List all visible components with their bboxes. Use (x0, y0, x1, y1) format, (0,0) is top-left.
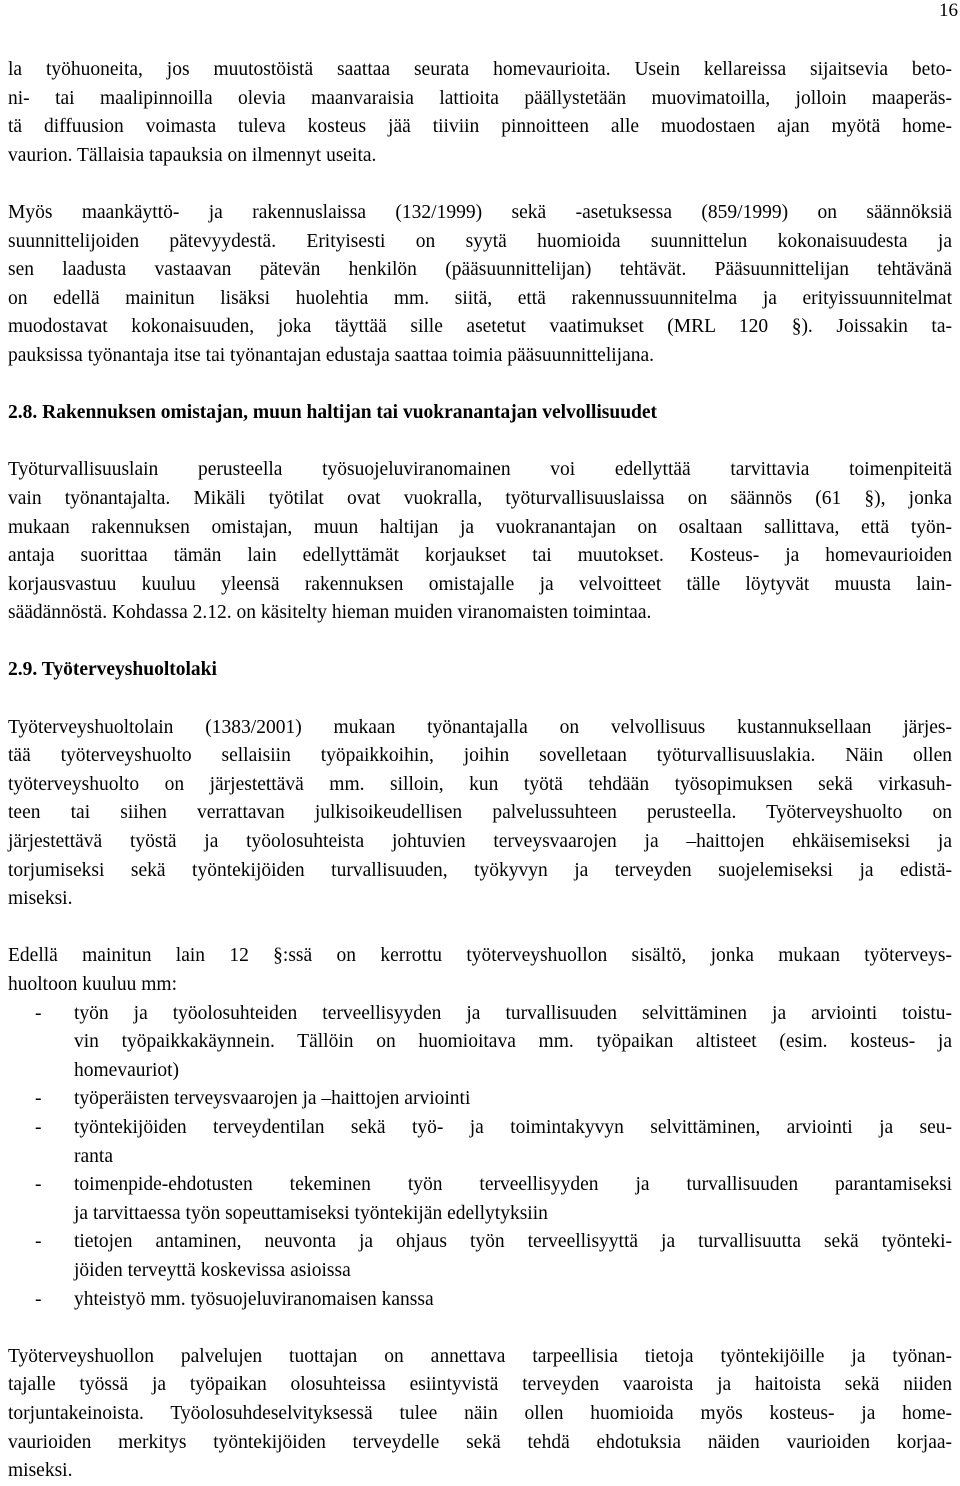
text-line: la työhuoneita, jos muutostöistä saattaa seurata homevaurioita. Usein kellareissa sijaitsevia beto- (8, 59, 952, 80)
list-marker: - (35, 1116, 42, 1138)
section-heading-2-9: 2.9. Työterveyshuoltolaki (8, 659, 217, 681)
text-line: torjuntakeinoista. Työolosuhdeselvityksessä tulee näin ollen huomioida myös kosteus- ja home- (8, 1402, 952, 1424)
text-line: homevauriot) (74, 1059, 180, 1081)
bullet-list (8, 1000, 952, 1315)
text-line: vaurioiden merkitys työntekijöiden terveydelle sekä tehdä ehdotuksia näiden vaurioiden korjaa- (8, 1431, 952, 1453)
text-line: huoltoon kuuluu mm: (8, 974, 178, 995)
paragraph-palvelujen-tuottaja (8, 1343, 952, 1486)
text-line: muodostavat kokonaisuuden, joka täyttää sille asetetut vaatimukset (MRL 120 §). Joissakin ta- (8, 316, 952, 338)
text-line: miseksi. (8, 888, 73, 910)
text-line: sen laadusta vastaavan pätevän henkilön (pääsuunnittelijan) tehtävät. Pääsuunnittelijan tehtävänä (8, 259, 952, 281)
page-number: 16 (939, 0, 958, 21)
text-line: vain työnantajalta. Mikäli työtilat ovat vuokralla, työturvallisuuslaissa on säännös (61 §), jonka (8, 487, 952, 509)
text-line: miseksi. (8, 1460, 73, 1482)
list-item (8, 1085, 952, 1114)
list-marker: - (35, 1002, 42, 1024)
text-line: on edellä mainitun lisäksi huolehtia mm. siitä, että rakennussuunnitelma ja erityissuunnitelmat (8, 287, 952, 309)
text-line: työterveyshuolto on järjestettävä mm. silloin, kun työtä tehdään työsopimuksen sekä virkasuh- (8, 773, 952, 795)
text-line: Työterveyshuollon palvelujen tuottajan on annettava tarpeellisia tietoja työntekijöille ja työnan- (8, 1345, 952, 1367)
text-line: Edellä mainitun lain 12 §:ssä on kerrottu työterveyshuollon sisältö, jonka mukaan työterveys- (8, 945, 952, 967)
list-item (8, 1228, 952, 1285)
list-marker: - (35, 1088, 42, 1110)
text-line: teen tai siihen verrattavan julkisoikeudellisen palvelussuhteen perusteella. Työterveyshuolto on (8, 802, 952, 824)
text-line: pauksissa työnantaja itse tai työnantajan edustaja saattaa toimia pääsuunnittelijana. (8, 344, 655, 366)
text-line: tajalle työssä ja työpaikan olosuhteissa esiintyvistä terveyden vaaroista ja haitoista sekä niiden (8, 1374, 952, 1396)
list-item (8, 1171, 952, 1228)
text-line: suunnittelijoiden pätevyydestä. Erityisesti on syytä huomioida suunnittelun kokonaisuudesta ja (8, 230, 952, 252)
paragraph-tyoterveyshuoltolaki (8, 714, 952, 914)
text-line: antaja suorittaa tämän lain edellyttämät korjaukset tai muutokset. Kosteus- ja homevaurioiden (8, 545, 952, 567)
text-line: toimenpide-ehdotusten tekeminen työn terveellisyyden ja turvallisuuden parantamiseksi (74, 1174, 952, 1196)
text-line: jöiden terveyttä koskevissa asioissa (74, 1259, 351, 1281)
document-body (8, 56, 952, 1486)
text-line: työperäisten terveysvaarojen ja –haittojen arviointi (74, 1088, 471, 1110)
text-line: työn ja työolosuhteiden terveellisyyden ja turvallisuuden selvittäminen ja arviointi toistu- (74, 1002, 952, 1024)
text-line: mukaan rakennuksen omistajan, muun haltijan ja vuokranantajan on osaltaan sallittava, että työn- (8, 516, 952, 538)
text-line: vaurion. Tällaisia tapauksia on ilmennyt useita. (8, 144, 377, 166)
list-marker: - (35, 1174, 42, 1196)
text-line: yhteistyö mm. työsuojeluviranomaisen kanssa (74, 1288, 434, 1310)
text-line: Myös maankäyttö- ja rakennuslaissa (132/1999) sekä -asetuksessa (859/1999) on säännöksiä (8, 201, 952, 223)
list-marker: - (35, 1288, 42, 1310)
text-line: Työturvallisuuslain perusteella työsuojeluviranomainen voi edellyttää tarvittavia toimenpiteitä (8, 459, 952, 481)
text-line: järjestettävä työstä ja työolosuhteista johtuvien terveysvaarojen ja –haittojen ehkäisemiseksi ja (8, 831, 952, 853)
list-item (8, 1114, 952, 1171)
list-item (8, 1286, 952, 1315)
paragraph-maankaytto (8, 199, 952, 371)
list-marker: - (35, 1231, 42, 1253)
text-line: ranta (74, 1145, 113, 1167)
list-item (8, 1000, 952, 1086)
paragraph-sisalto-intro (8, 942, 952, 999)
text-line: tietojen antaminen, neuvonta ja ohjaus työn terveellisyyttä ja turvallisuutta sekä työnteki- (74, 1231, 952, 1253)
text-line: torjumiseksi sekä työntekijöiden turvallisuuden, työkyvyn ja terveyden suojelemiseksi ja edistä- (8, 859, 952, 881)
text-line: korjausvastuu kuuluu yleensä rakennuksen omistajalle ja velvoitteet tälle löytyvät muusta lain- (8, 573, 952, 595)
paragraph-tyoturvallisuuslaki (8, 456, 952, 628)
text-line: Työterveyshuoltolain (1383/2001) mukaan työnantajalla on velvollisuus kustannuksellaan järjes- (8, 716, 952, 738)
text-line: työntekijöiden terveydentilan sekä työ- ja toimintakyvyn selvittäminen, arviointi ja seu- (74, 1116, 952, 1138)
text-line: tää työterveyshuolto sellaisiin työpaikkoihin, joihin sovelletaan työturvallisuuslakia. Näin ollen (8, 745, 952, 767)
text-line: tä diffuusion voimasta tuleva kosteus jää tiiviin pinnoitteen alle muodostaen ajan myötä home- (8, 116, 952, 138)
text-line: ni- tai maalipinnoilla olevia maanvaraisia lattioita päällystetään muovimatoilla, jolloin maaperäs- (8, 87, 952, 109)
text-line: vin työpaikkakäynnein. Tällöin on huomioitava mm. työpaikan altisteet (esim. kosteus- ja (74, 1031, 952, 1053)
text-line: säädännöstä. Kohdassa 2.12. on käsitelty hieman muiden viranomaisten toimintaa. (8, 602, 652, 624)
section-heading-2-8: 2.8. Rakennuksen omistajan, muun haltijan tai vuokranantajan velvollisuudet (8, 402, 658, 424)
text-line: ja tarvittaessa työn sopeuttamiseksi työntekijän edellytyksiin (74, 1202, 548, 1224)
paragraph-homevauriot (8, 56, 952, 170)
